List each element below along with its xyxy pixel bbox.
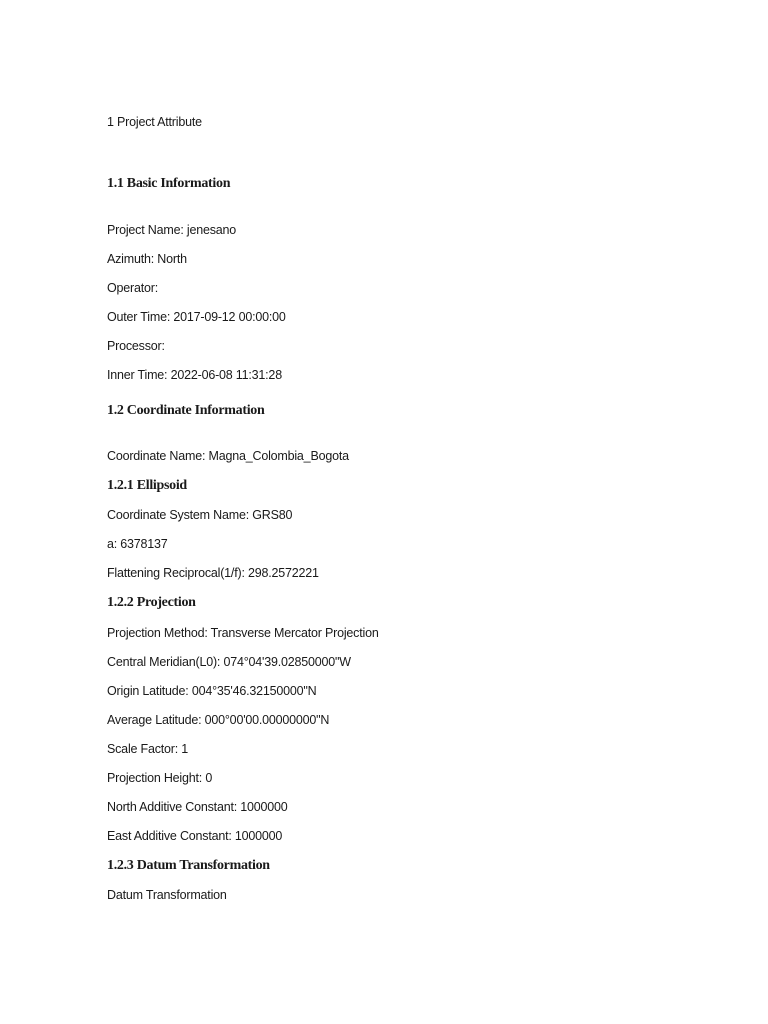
average-latitude-line: Average Latitude: 000°00'00.00000000"N bbox=[107, 713, 330, 727]
scale-factor-line: Scale Factor: 1 bbox=[107, 742, 189, 756]
projection-height-line: Projection Height: 0 bbox=[107, 771, 213, 785]
coordinate-name-line: Coordinate Name: Magna_Colombia_Bogota bbox=[107, 449, 349, 463]
project-name-line: Project Name: jenesano bbox=[107, 223, 237, 237]
azimuth-line: Azimuth: North bbox=[107, 252, 187, 266]
east-constant-line: East Additive Constant: 1000000 bbox=[107, 829, 283, 843]
section-title: 1 Project Attribute bbox=[107, 115, 202, 129]
coordinate-info-heading: 1.2 Coordinate Information bbox=[107, 403, 265, 418]
central-meridian-line: Central Meridian(L0): 074°04'39.02850000"W bbox=[107, 655, 351, 669]
operator-line: Operator: bbox=[107, 281, 159, 295]
basic-info-heading: 1.1 Basic Information bbox=[107, 176, 231, 191]
flattening-line: Flattening Reciprocal(1/f): 298.2572221 bbox=[107, 566, 319, 580]
datum-heading: 1.2.3 Datum Transformation bbox=[107, 858, 270, 873]
north-constant-line: North Additive Constant: 1000000 bbox=[107, 800, 288, 814]
outer-time-line: Outer Time: 2017-09-12 00:00:00 bbox=[107, 310, 286, 324]
projection-method-line: Projection Method: Transverse Mercator Projection bbox=[107, 626, 379, 640]
projection-heading: 1.2.2 Projection bbox=[107, 595, 196, 610]
coordinate-system-line: Coordinate System Name: GRS80 bbox=[107, 508, 293, 522]
ellipsoid-heading: 1.2.1 Ellipsoid bbox=[107, 478, 187, 493]
semi-major-axis-line: a: 6378137 bbox=[107, 537, 168, 551]
datum-line: Datum Transformation bbox=[107, 888, 227, 902]
origin-latitude-line: Origin Latitude: 004°35'46.32150000"N bbox=[107, 684, 317, 698]
inner-time-line: Inner Time: 2022-06-08 11:31:28 bbox=[107, 368, 282, 382]
processor-line: Processor: bbox=[107, 339, 165, 353]
